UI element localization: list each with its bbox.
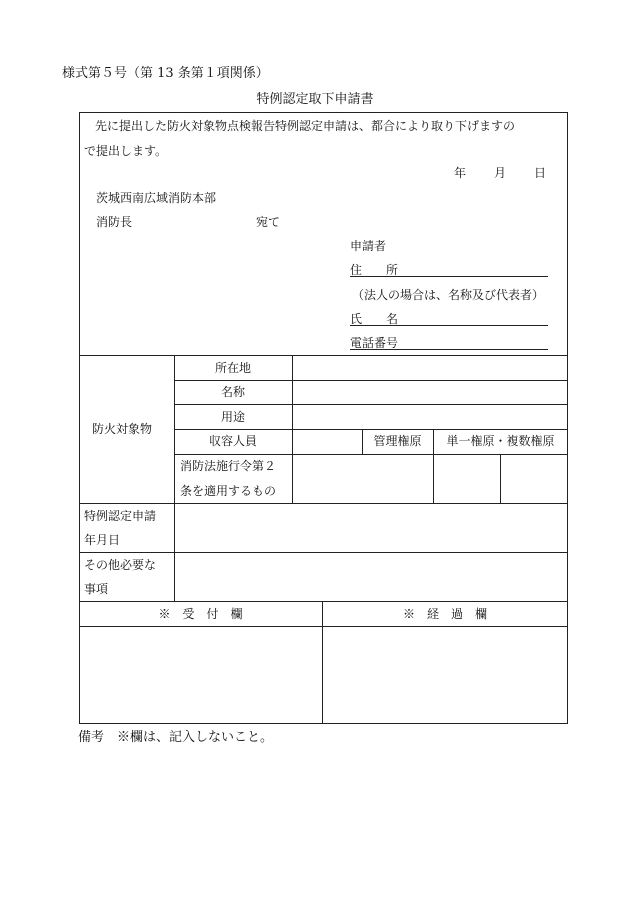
object-group-label: 防火対象物 [92, 422, 153, 436]
other-line2: 事項 [84, 582, 109, 596]
addressee-chief: 消防長 [96, 215, 133, 229]
address-label: 住 所 [350, 263, 399, 277]
use-label: 用途 [220, 410, 245, 424]
rule-row [79, 503, 568, 504]
phone-label: 電話番号 [350, 336, 399, 350]
addressee-atena: 宛て [256, 215, 281, 229]
mgmt-value: 単一権原・複数権原 [446, 434, 555, 448]
progress-header: ※ 経 過 欄 [402, 607, 487, 621]
date-day: 日 [534, 166, 547, 180]
object-name-label: 名称 [220, 385, 245, 399]
capacity-label: 収容人員 [208, 434, 257, 448]
other-line1: その他必要な [84, 558, 157, 572]
address-underline [350, 276, 548, 277]
apply-date-line2: 年月日 [84, 533, 121, 547]
applicant-header: 申請者 [350, 239, 387, 253]
rule-row [174, 380, 568, 381]
form-title: 特例認定取下申請書 [256, 92, 374, 107]
rule-row [174, 454, 568, 455]
form-number: 様式第５号（第 13 条第１項関係） [62, 66, 269, 81]
rule-col [292, 355, 293, 503]
remarks: 備考 ※欄は、記入しないこと。 [78, 730, 274, 745]
receipt-header: ※ 受 付 欄 [158, 607, 243, 621]
name-label: 氏 名 [350, 312, 399, 326]
corporate-note: （法人の場合は、名称及び代表者） [352, 288, 545, 302]
rule-row [79, 626, 568, 627]
rule-row [174, 429, 568, 430]
rule-table-top [79, 355, 568, 356]
rule-row [79, 601, 568, 602]
phone-underline [350, 349, 548, 350]
rule-col [500, 454, 501, 503]
order-article-line2: 条を適用するもの [180, 484, 277, 498]
rule-row [79, 552, 568, 553]
location-label: 所在地 [214, 361, 251, 375]
date-year: 年 [454, 166, 467, 180]
mgmt-label: 管理権原 [373, 434, 422, 448]
apply-date-line1: 特例認定申請 [84, 509, 157, 523]
date-month: 月 [494, 166, 507, 180]
rule-row [174, 404, 568, 405]
name-underline [350, 325, 548, 326]
addressee-org: 茨城西南広域消防本部 [96, 191, 217, 205]
intro-text-line1: 先に提出した防火対象物点検報告特例認定申請は、都合により取り下げますの [95, 119, 516, 133]
intro-text-line2: で提出します。 [84, 144, 168, 158]
order-article-line1: 消防法施行令第２ [180, 459, 277, 473]
